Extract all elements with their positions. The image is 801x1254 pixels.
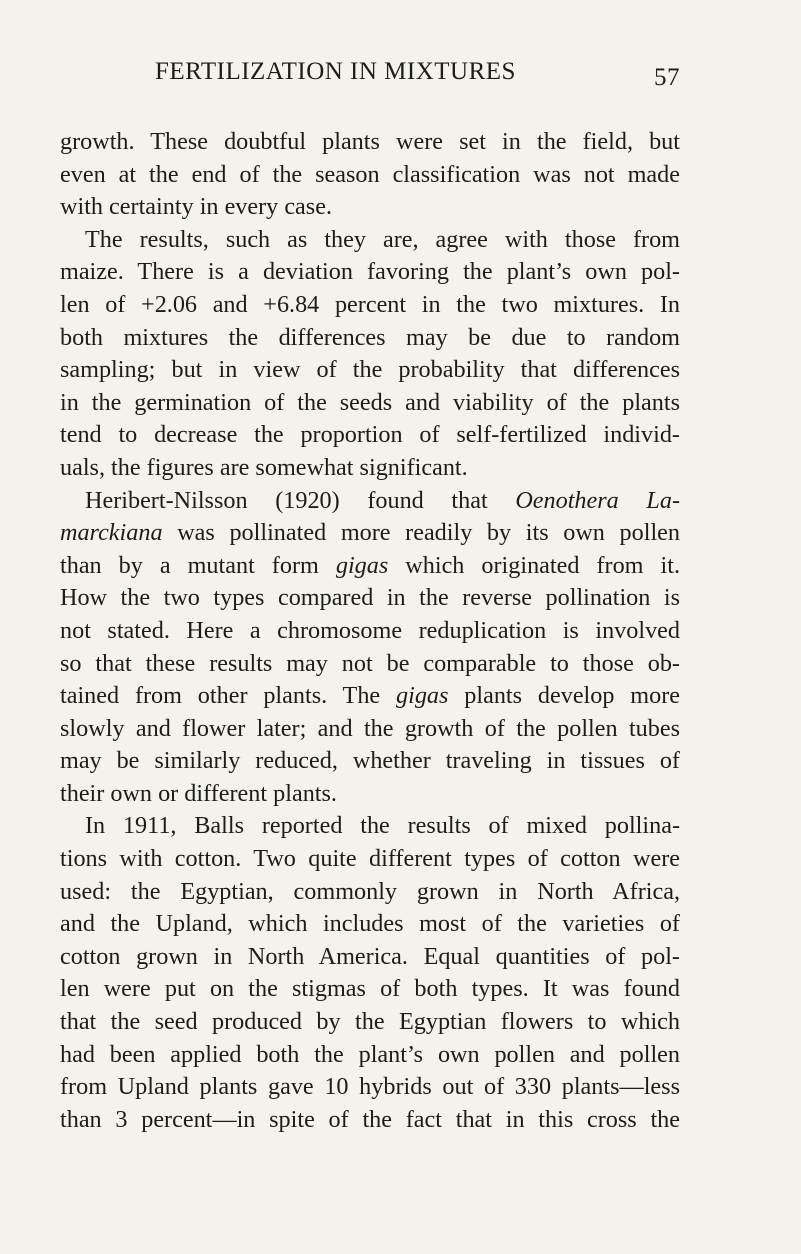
text-line: in the germination of the seeds and viability of the plants [60,388,680,416]
text-fragment: than by a mutant form [60,551,319,579]
text-line: their own or different plants. [60,779,337,807]
species-name: Oenothera La- [515,486,680,514]
text-fragment: tained from other plants. The [60,682,381,710]
text-line: used: the Egyptian, commonly grown in North Africa, [60,877,680,905]
running-head [60,58,680,102]
text-line: had been applied both the plant’s own pollen and pollen [60,1040,680,1068]
text-line: cotton grown in North America. Equal quantities of pol- [60,942,680,970]
text-line: that the seed produced by the Egyptian flowers to which [60,1008,680,1036]
species-name: marckiana [60,519,163,547]
text-fragment: Heribert-Nilsson (1920) found that [85,486,488,514]
text-line: both mixtures the differences may be due to random [60,323,680,351]
text-line: tions with cotton. Two quite different types of cotton were [60,845,680,873]
text-line: so that these results may not be comparable to those ob- [60,649,680,677]
text-fragment: plants develop more [464,682,681,710]
text-line: How the two types compared in the reverse pollination is [60,584,680,612]
book-page [60,58,680,1136]
text-line: maize. There is a deviation favoring the plant’s own pol- [60,258,680,286]
text-line: The results, such as they are, agree with those from [85,225,680,253]
text-line [60,517,680,550]
text-line: and the Upland, which includes most of the varieties of [60,910,680,938]
text-line: In 1911, Balls reported the results of mixed pollina- [85,812,680,840]
body-text [60,126,680,1136]
text-line: len were put on the stigmas of both types. It was found [60,975,680,1003]
text-line: than 3 percent—in spite of the fact that in this cross the [60,1105,680,1133]
text-line [60,680,680,713]
text-line: growth. These doubtful plants were set in the field, but [60,128,680,155]
text-line: not stated. Here a chromosome reduplication is involved [60,616,680,644]
text-line: sampling; but in view of the probability that differences [60,356,680,384]
text-line: may be similarly reduced, whether traveling in tissues of [60,747,680,775]
running-title: FERTILIZATION IN MIXTURES [155,58,516,85]
text-fragment: which originated from it. [405,551,680,579]
text-line: uals, the figures are somewhat significant. [60,453,468,481]
text-line: slowly and flower later; and the growth of the pollen tubes [60,714,680,742]
text-line: len of +2.06 and +6.84 percent in the two mixtures. In [60,290,680,318]
text-line: tend to decrease the proportion of self-fertilized individ- [60,421,680,449]
text-line: from Upland plants gave 10 hybrids out of 330 plants—less [60,1073,680,1101]
text-line [60,485,680,518]
text-line: even at the end of the season classification was not made [60,160,680,188]
form-name: gigas [396,682,449,710]
page-number: 57 [654,64,680,91]
text-fragment: was pollinated more readily by its own pollen [177,519,680,547]
form-name: gigas [335,551,389,579]
text-line [60,550,680,583]
text-line: with certainty in every case. [60,193,332,221]
